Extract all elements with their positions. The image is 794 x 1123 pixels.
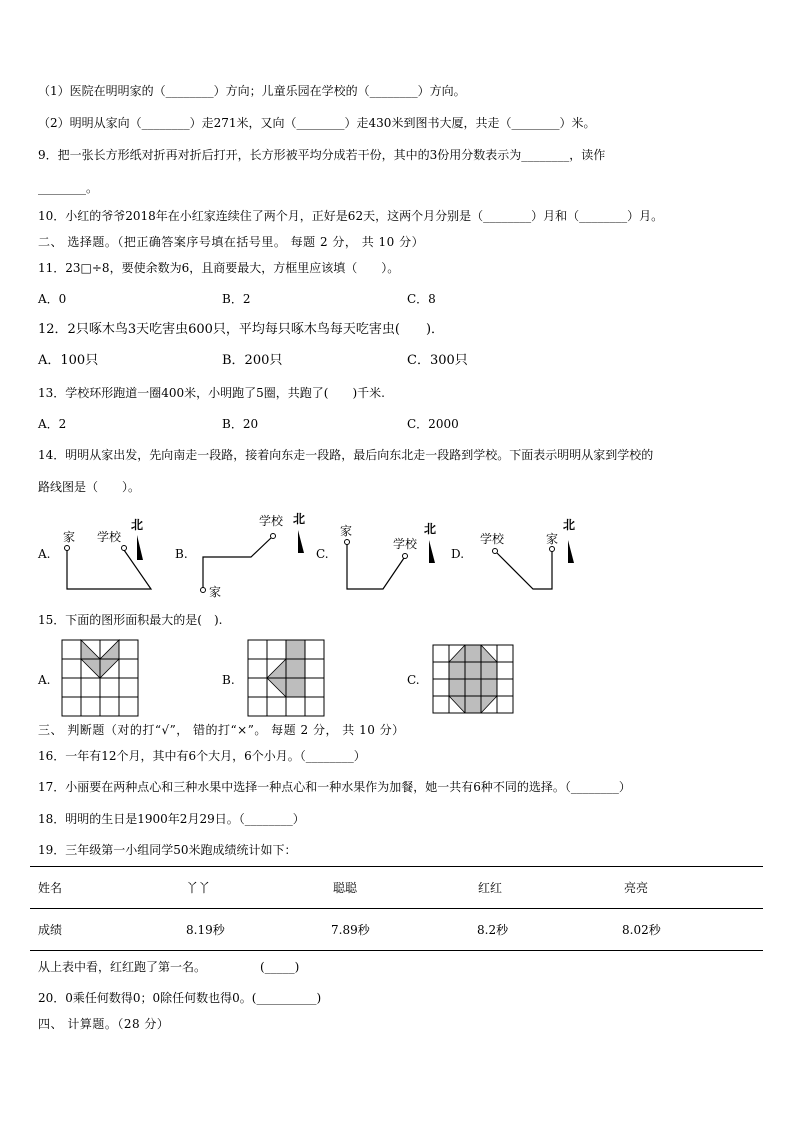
table-top-rule (30, 866, 763, 867)
q11-option-a: A．0 (38, 292, 67, 306)
diagram-b-school-label: 学校 (259, 514, 284, 528)
q8-part1: （1）医院在明明家的（________）方向；儿童乐园在学校的（________）方向。 (38, 84, 466, 98)
q15-grid-b (248, 640, 328, 720)
q18: 18．明明的生日是1900年2月29日。（________） (38, 812, 305, 826)
q19-statement: 从上表中看，红红跑了第一名。 (_____) (38, 960, 300, 974)
q13-stem: 13．学校环形跑道一圈400米，小明跑了5圈，共跑了( )千米. (38, 386, 385, 400)
diagram-c-north-label: 北 (424, 522, 437, 536)
q11-option-c: C．8 (407, 292, 436, 306)
q15-grid-a (62, 640, 142, 720)
q12-option-b: B．200只 (222, 353, 283, 368)
q15-option-c-letter: C. (407, 673, 420, 687)
q15-grid-c (433, 645, 517, 715)
q12-stem: 12．2只啄木鸟3天吃害虫600只，平均每只啄木鸟每天吃害虫( )． (38, 322, 445, 337)
q15-option-a-letter: A. (38, 673, 51, 687)
diagram-c-school-label: 学校 (393, 537, 418, 551)
table-header-liangliang: 亮亮 (624, 881, 649, 895)
section4-heading: 四、 计算题。（28 分） (38, 1017, 170, 1031)
diagram-d-home-label: 家 (546, 532, 559, 546)
q14-option-a-letter: A. (38, 547, 51, 561)
q13-option-a: A．2 (38, 417, 67, 431)
table-row-label: 成绩 (38, 923, 63, 937)
q10: 10．小红的爷爷2018年在小红家连续住了两个月，正好是62天，这两个月分别是（________）月和（________）月。 (38, 209, 664, 223)
q14-line1: 14．明明从家出发，先向南走一段路，接着向东走一段路，最后向东北走一段路到学校。下面表示明明从家到学校的 (38, 448, 654, 462)
q11-stem: 11．23□÷8，要使余数为6，且商要最大，方框里应该填（ ）。 (38, 261, 400, 275)
diagram-a-home-label: 家 (63, 530, 76, 544)
diagram-d-north-arrow (568, 540, 574, 563)
q14-option-b-letter: B. (175, 547, 188, 561)
table-header-name: 姓名 (38, 881, 63, 895)
q9-line2: ________。 (38, 181, 99, 195)
q13-option-c: C．2000 (407, 417, 459, 431)
diagram-b-home-label: 家 (209, 585, 222, 599)
q14-line2: 路线图是（ ）。 (38, 480, 141, 494)
q8-part2: （2）明明从家向（________）走271米，又向（________）走430米到图书大厦，共走（________）米。 (38, 116, 596, 130)
q19-stem: 19．三年级第一小组同学50米跑成绩统计如下： (38, 843, 297, 857)
table-header-honghong: 红红 (478, 881, 503, 895)
q12-option-c: C．300只 (407, 353, 468, 368)
diagram-a-school-label: 学校 (97, 530, 122, 544)
q14-option-c-letter: C. (316, 547, 329, 561)
table-cell-yaya: 8.19秒 (186, 923, 225, 937)
table-header-congcong: 聪聪 (333, 881, 358, 895)
table-header-yaya: 丫丫 (186, 881, 211, 895)
q20: 20．0乘任何数得0；0除任何数也得0。(__________) (38, 991, 322, 1005)
diagram-d-school-label: 学校 (480, 532, 505, 546)
table-mid-rule (30, 908, 763, 909)
q16: 16．一年有12个月，其中有6个大月，6个小月。（________） (38, 749, 366, 763)
table-cell-honghong: 8.2秒 (477, 923, 509, 937)
diagram-c-home-label: 家 (340, 524, 353, 538)
q15-option-b-letter: B. (222, 673, 235, 687)
q12-option-a: A．100只 (38, 353, 99, 368)
q13-option-b: B．20 (222, 417, 259, 431)
diagram-b-north-label: 北 (293, 512, 306, 526)
q15-stem: 15．下面的图形面积最大的是( ). (38, 613, 223, 627)
q9-line1: 9．把一张长方形纸对折再对折后打开，长方形被平均分成若干份，其中的3份用分数表示为________，读作 (38, 148, 606, 162)
section2-heading: 二、 选择题。（把正确答案序号填在括号里。 每题 2 分， 共 10 分） (38, 235, 425, 249)
q14-option-d-letter: D. (451, 547, 465, 561)
table-cell-congcong: 7.89秒 (331, 923, 370, 937)
section3-heading: 三、 判断题（对的打“√”， 错的打“×”。 每题 2 分， 共 10 分） (38, 723, 405, 737)
q17: 17．小丽要在两种点心和三种水果中选择一种点心和一种水果作为加餐，她一共有6种不同的选择。（________） (38, 780, 631, 794)
table-bottom-rule (30, 950, 763, 951)
diagram-d-north-label: 北 (563, 518, 576, 532)
q11-option-b: B．2 (222, 292, 251, 306)
table-cell-liangliang: 8.02秒 (622, 923, 661, 937)
diagram-a-north-label: 北 (131, 518, 144, 532)
